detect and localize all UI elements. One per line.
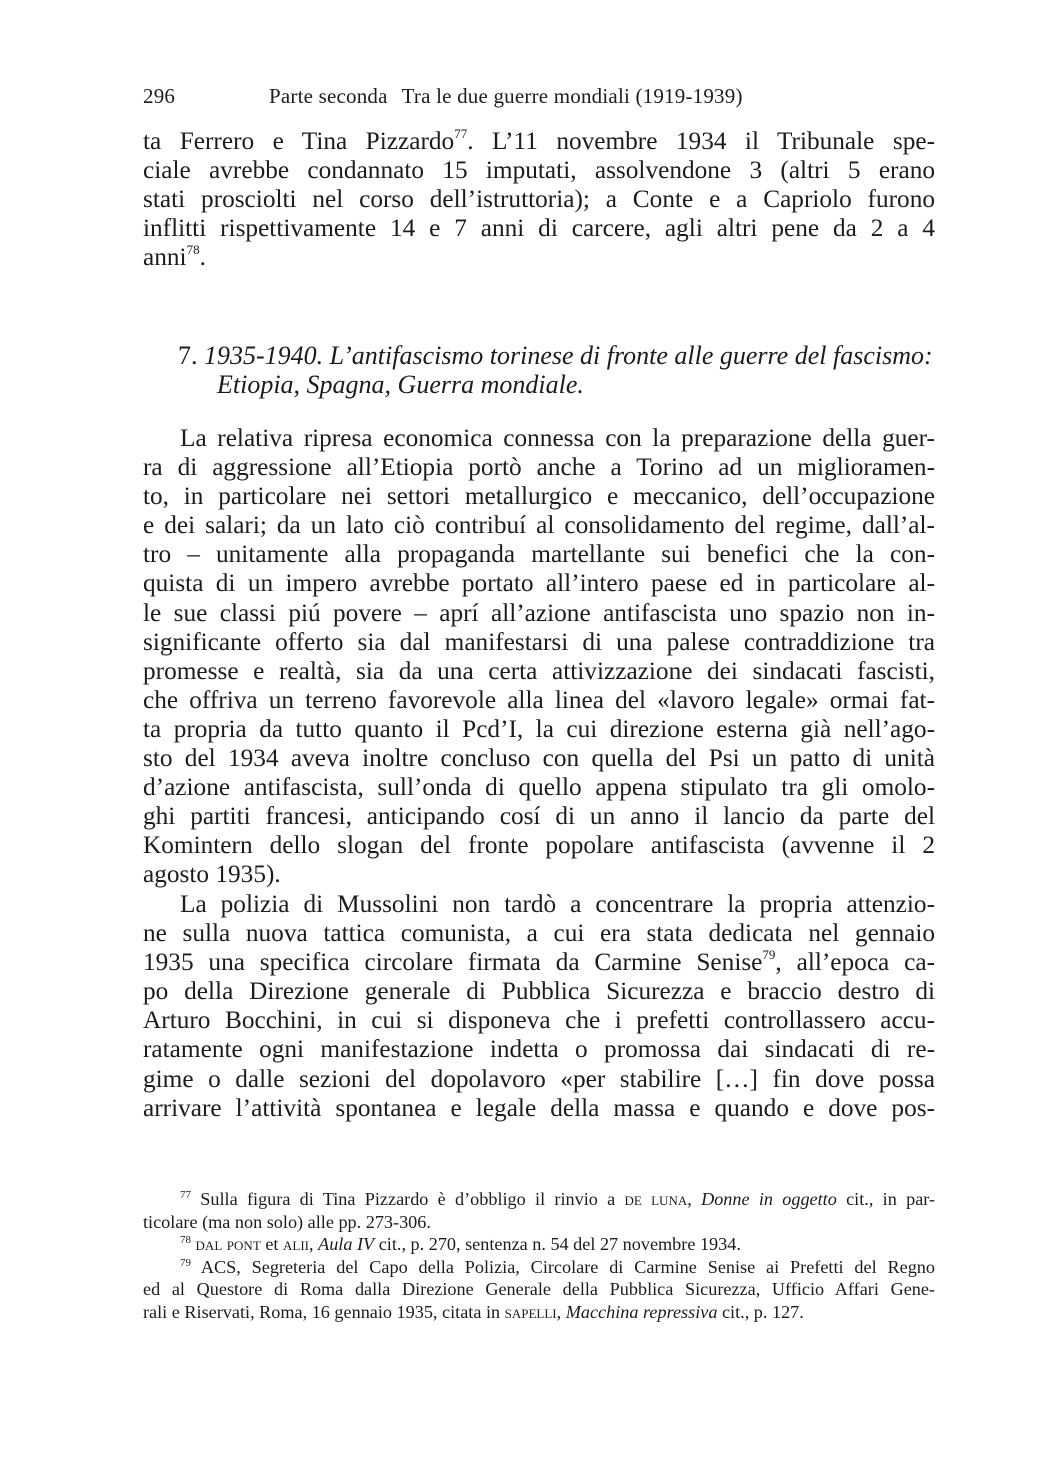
text-line: inflitti rispettivamente 14 e 7 anni di carcere, agli altri pene da 2 a 4	[143, 214, 935, 243]
text-line: ghi partiti francesi, anticipando cosí di un anno il lancio da parte del	[143, 802, 935, 831]
text-run: rali e Riservati, Roma, 16 gennaio 1935, citata in	[143, 1301, 505, 1322]
text-line	[143, 948, 935, 977]
page-number: 296	[143, 84, 176, 108]
text-line: to, in particolare nei settori metallurgico e meccanico, dell’occupazione	[143, 482, 935, 511]
text-run: anni	[143, 243, 187, 272]
paragraph	[143, 890, 935, 1123]
footnote-number: 79	[180, 1256, 191, 1269]
text-line: ratamente ogni manifestazione indetta o promossa dai sindacati di re-	[143, 1035, 935, 1064]
section-heading-line: Etiopia, Spagna, Guerra mondiale.	[217, 370, 584, 399]
text-line: d’azione antifascista, sull’onda di quello appena stipulato tra gli omolo-	[143, 773, 935, 802]
section-heading-line	[178, 341, 948, 370]
text-run: et	[260, 1234, 283, 1255]
text-line: le sue classi piú povere – aprí all’azione antifascista uno spazio non in-	[143, 598, 935, 627]
text-line	[143, 243, 935, 272]
text-line: ra di aggressione all’Etiopia portò anche a Torino ad un miglioramen-	[143, 453, 935, 482]
author-name: de luna	[624, 1189, 688, 1209]
footnote-79-line: ed al Questore di Roma dalla Direzione Generale della Pubblica Sicurezza, Ufficio Affari Gene-	[143, 1279, 935, 1300]
text-run: cit., in par-	[836, 1189, 936, 1209]
footnote-ref-77: 77	[454, 126, 468, 141]
text-run: ,	[687, 1189, 702, 1209]
footnotes	[143, 1188, 935, 1324]
section-label: Tra le due guerre mondiali (1919-1939)	[401, 84, 743, 108]
section-number: 7.	[178, 341, 198, 370]
section-heading	[178, 341, 948, 399]
work-title: Donne in oggetto	[701, 1189, 837, 1209]
footnote-number: 77	[180, 1189, 191, 1201]
text-run: .	[199, 243, 206, 272]
footnote-79-line	[143, 1301, 935, 1324]
running-title	[269, 84, 743, 109]
text-line: po della Direzione generale di Pubblica Sicurezza e braccio destro di	[143, 977, 935, 1006]
work-title: Aula IV	[318, 1234, 375, 1255]
footnote-77-line: ticolare (ma non solo) alle pp. 273-306.	[143, 1211, 431, 1232]
text-run: ACS, Segreteria del Capo della Polizia, Circolare di Carmine Senise ai Prefetti del Regno	[200, 1256, 935, 1277]
text-line: stati prosciolti nel corso dell’istruttoria); a Conte e a Capriolo furono	[143, 185, 935, 214]
text-line: che offriva un terreno favorevole alla linea del «lavoro legale» ormai fat-	[143, 685, 935, 714]
work-title: Macchina repressiva	[565, 1301, 718, 1322]
footnote-78	[143, 1233, 935, 1256]
text-line: Komintern dello slogan del fronte popolare antifascista (avvenne il 2	[143, 831, 935, 860]
footnote-79	[143, 1256, 935, 1279]
text-line	[143, 127, 935, 156]
text-run: cit., p. 270, sentenza n. 54 del 27 novembre 1934.	[374, 1234, 741, 1255]
text-line: quista di un impero avrebbe portato all’intero paese ed in particolare al-	[143, 569, 935, 598]
text-run: , all’epoca ca-	[775, 948, 935, 977]
text-line: La relativa ripresa economica connessa con la preparazione della guer-	[180, 424, 935, 452]
text-line: ne sulla nuova tattica comunista, a cui era stata dedicata nel gennaio	[143, 919, 935, 948]
part-label: Parte seconda	[269, 84, 388, 108]
text-run: 1935 una specifica circolare firmata da Carmine Senise	[143, 948, 763, 977]
text-run: . L’11 novembre 1934 il Tribunale spe-	[467, 127, 935, 155]
text-run: cit., p. 127.	[717, 1301, 804, 1322]
text-line: agosto 1935).	[143, 860, 281, 889]
text-run: ta Ferrero e Tina Pizzardo	[143, 127, 455, 155]
text-line: Arturo Bocchini, in cui si disponeva che i prefetti controllassero accu-	[143, 1006, 935, 1035]
footnote-ref-79: 79	[762, 947, 776, 963]
text-run: ,	[309, 1234, 319, 1255]
text-line: sto del 1934 aveva inoltre concluso con quella del Psi un patto di unità	[143, 744, 935, 773]
text-line: promesse e realtà, sia da una certa attivizzazione dei sindacati fascisti,	[143, 656, 935, 685]
text-line: e dei salari; da un lato ciò contribuí al consolidamento del regime, dall’al-	[143, 511, 935, 540]
author-name: sapelli	[504, 1301, 557, 1322]
text-line: arrivare l’attività spontanea e legale della massa e quando e dove pos-	[143, 1093, 935, 1122]
author-alii: alii	[283, 1234, 309, 1255]
text-line: tro – unitamente alla propaganda martellante sui benefici che la con-	[143, 540, 935, 569]
section-heading-text: 1935-1940. L’antifascismo torinese di fronte alle guerre del fascismo:	[204, 341, 933, 370]
text-run: Sulla figura di Tina Pizzardo è d’obbligo il rinvio a	[200, 1189, 625, 1209]
author-name: dal pont	[195, 1234, 261, 1255]
footnote-number: 78	[180, 1234, 191, 1247]
text-line: ciale avrebbe condannato 15 imputati, assolvendone 3 (altri 5 erano	[143, 156, 935, 185]
text-line: ta propria da tutto quanto il Pcd’I, la cui direzione esterna già nell’ago-	[143, 714, 935, 743]
text-line: gime o dalle sezioni del dopolavoro «per stabilire […] fin dove possa	[143, 1064, 935, 1093]
text-line: La polizia di Mussolini non tardò a concentrare la propria attenzio-	[180, 890, 935, 918]
paragraph-continuation	[143, 127, 935, 272]
footnote-77	[143, 1188, 935, 1211]
text-run: ,	[556, 1301, 566, 1322]
text-line: significante offerto sia dal manifestarsi di una palese contraddizione tra	[143, 627, 935, 656]
paragraph	[143, 424, 935, 890]
footnote-ref-78: 78	[186, 242, 200, 258]
